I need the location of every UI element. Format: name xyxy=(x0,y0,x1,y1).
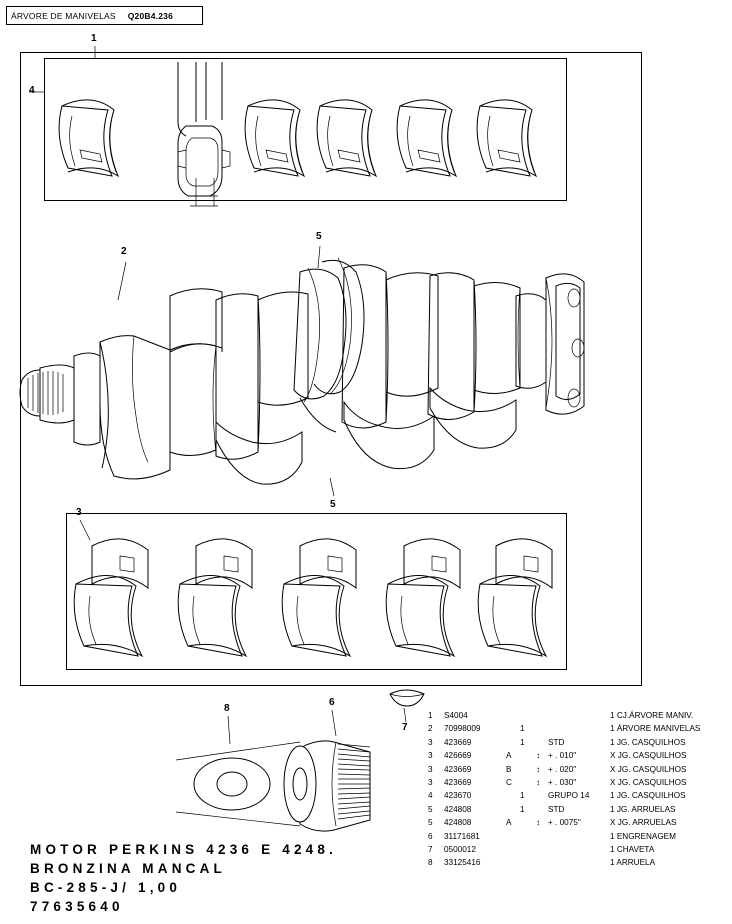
part-item: 8 xyxy=(428,858,433,868)
part-qty xyxy=(520,856,536,869)
bottom-caption xyxy=(30,840,420,916)
part-description: 1 JG. CASQUILHOS xyxy=(610,791,686,801)
part-marker xyxy=(536,843,548,856)
part-code: 31171681 xyxy=(444,831,480,841)
table-row xyxy=(428,856,726,869)
part-item: 4 xyxy=(428,791,433,801)
part-marker xyxy=(536,709,548,722)
part-description: 1 ARRUELA xyxy=(610,858,656,868)
part-suffix xyxy=(506,789,520,802)
part-qty: 1 xyxy=(520,724,525,734)
part-spec xyxy=(548,830,610,843)
callout-3: 3 xyxy=(76,507,82,518)
part-code: 423670 xyxy=(444,791,472,801)
part-description: 1 ÁRVORE MANIVELAS xyxy=(610,724,701,734)
part-item: 5 xyxy=(428,804,433,814)
table-row xyxy=(428,776,726,789)
header-box xyxy=(6,6,203,25)
parts-table xyxy=(428,709,726,870)
caption-line-4: 77635640 xyxy=(30,899,124,914)
part-item: 7 xyxy=(428,845,433,855)
part-qty xyxy=(520,763,536,776)
part-description: 1 CHAVETA xyxy=(610,845,655,855)
callout-1: 1 xyxy=(91,33,97,44)
part-description: 1 CJ.ÁRVORE MANIV. xyxy=(610,711,694,720)
part-suffix xyxy=(506,722,520,735)
header-code: Q20B4.236 xyxy=(127,10,174,21)
part-suffix xyxy=(506,830,520,843)
part-spec: STD xyxy=(548,737,565,747)
table-row xyxy=(428,803,726,816)
parts-list xyxy=(428,709,726,870)
callout-7: 7 xyxy=(402,722,408,733)
table-row xyxy=(428,843,726,856)
table-row xyxy=(428,830,726,843)
part-item: 1 xyxy=(428,711,433,720)
part-code: 70998009 xyxy=(444,724,481,734)
part-marker xyxy=(536,856,548,869)
table-row xyxy=(428,722,726,735)
part-code: 33125416 xyxy=(444,858,481,868)
part-suffix: B xyxy=(506,764,512,774)
part-code: 426669 xyxy=(444,751,472,761)
callout-5-top: 5 xyxy=(316,231,322,242)
part-qty: 1 xyxy=(520,804,525,814)
part-marker: ↕ xyxy=(536,778,541,788)
part-qty xyxy=(520,749,536,762)
part-description: 1 ENGRENAGEM xyxy=(610,831,676,841)
header-title: ÁRVORE DE MANIVELAS xyxy=(11,10,116,21)
part-code: 423669 xyxy=(444,737,472,747)
part-code: 0500012 xyxy=(444,845,476,855)
callout-4: 4 xyxy=(29,85,35,96)
part-marker xyxy=(536,803,548,816)
part-spec: STD xyxy=(548,804,565,814)
part-qty: 1 xyxy=(520,791,525,801)
table-row xyxy=(428,736,726,749)
lower-bearing-shells-frame xyxy=(66,513,567,670)
part-marker: ↕ xyxy=(536,818,541,828)
part-suffix: C xyxy=(506,778,512,788)
part-suffix xyxy=(506,856,520,869)
part-qty: 1 xyxy=(520,737,525,747)
part-suffix xyxy=(506,736,520,749)
part-description: X JG. CASQUILHOS xyxy=(610,751,687,761)
part-item: 3 xyxy=(428,764,433,774)
caption-line-2: BRONZINA MANCAL xyxy=(30,861,226,876)
part-spec xyxy=(548,843,610,856)
part-description: X JG. CASQUILHOS xyxy=(610,764,687,774)
part-suffix: A xyxy=(506,751,512,761)
upper-bearing-shells-frame xyxy=(44,58,567,201)
part-description: X JG. CASQUILHOS xyxy=(610,778,687,788)
table-row xyxy=(428,749,726,762)
part-spec xyxy=(548,856,610,869)
part-marker xyxy=(536,722,548,735)
table-row xyxy=(428,709,726,722)
part-qty xyxy=(520,830,536,843)
part-qty xyxy=(520,709,536,722)
part-suffix xyxy=(506,803,520,816)
callout-6: 6 xyxy=(329,697,335,708)
table-row xyxy=(428,763,726,776)
part-spec xyxy=(548,722,610,735)
part-spec: + . 0075" xyxy=(548,818,581,828)
part-description: X JG. ARRUELAS xyxy=(610,818,677,828)
part-qty xyxy=(520,776,536,789)
part-item: 2 xyxy=(428,724,433,734)
part-code: 423669 xyxy=(444,778,472,788)
caption-line-1: MOTOR PERKINS 4236 E 4248. xyxy=(30,842,338,857)
part-marker xyxy=(536,789,548,802)
part-suffix xyxy=(506,709,520,722)
part-qty xyxy=(520,816,536,829)
part-code: S4004 xyxy=(444,711,468,720)
part-description: 1 JG. CASQUILHOS xyxy=(610,737,686,747)
part-spec: + . 020" xyxy=(548,764,577,774)
part-item: 3 xyxy=(428,737,433,747)
part-spec: + . 030" xyxy=(548,778,577,788)
part-code: 424808 xyxy=(444,804,472,814)
part-spec: + . 010" xyxy=(548,751,577,761)
callout-5-bottom: 5 xyxy=(330,499,336,510)
part-item: 6 xyxy=(428,831,433,841)
callout-2: 2 xyxy=(121,246,127,257)
part-spec xyxy=(548,709,610,722)
part-code: 424808 xyxy=(444,818,472,828)
part-qty xyxy=(520,843,536,856)
part-item: 5 xyxy=(428,818,433,828)
part-suffix: A xyxy=(506,818,512,828)
part-marker: ↕ xyxy=(536,764,541,774)
part-code: 423669 xyxy=(444,764,472,774)
caption-line-3: BC-285-J/ 1,00 xyxy=(30,880,182,895)
part-item: 3 xyxy=(428,751,433,761)
part-marker xyxy=(536,736,548,749)
part-item: 3 xyxy=(428,778,433,788)
part-spec: GRUPO 14 xyxy=(548,791,590,801)
part-description: 1 JG. ARRUELAS xyxy=(610,804,676,814)
part-marker: ↕ xyxy=(536,751,541,761)
part-marker xyxy=(536,830,548,843)
table-row xyxy=(428,789,726,802)
table-row xyxy=(428,816,726,829)
part-suffix xyxy=(506,843,520,856)
callout-8: 8 xyxy=(224,703,230,714)
